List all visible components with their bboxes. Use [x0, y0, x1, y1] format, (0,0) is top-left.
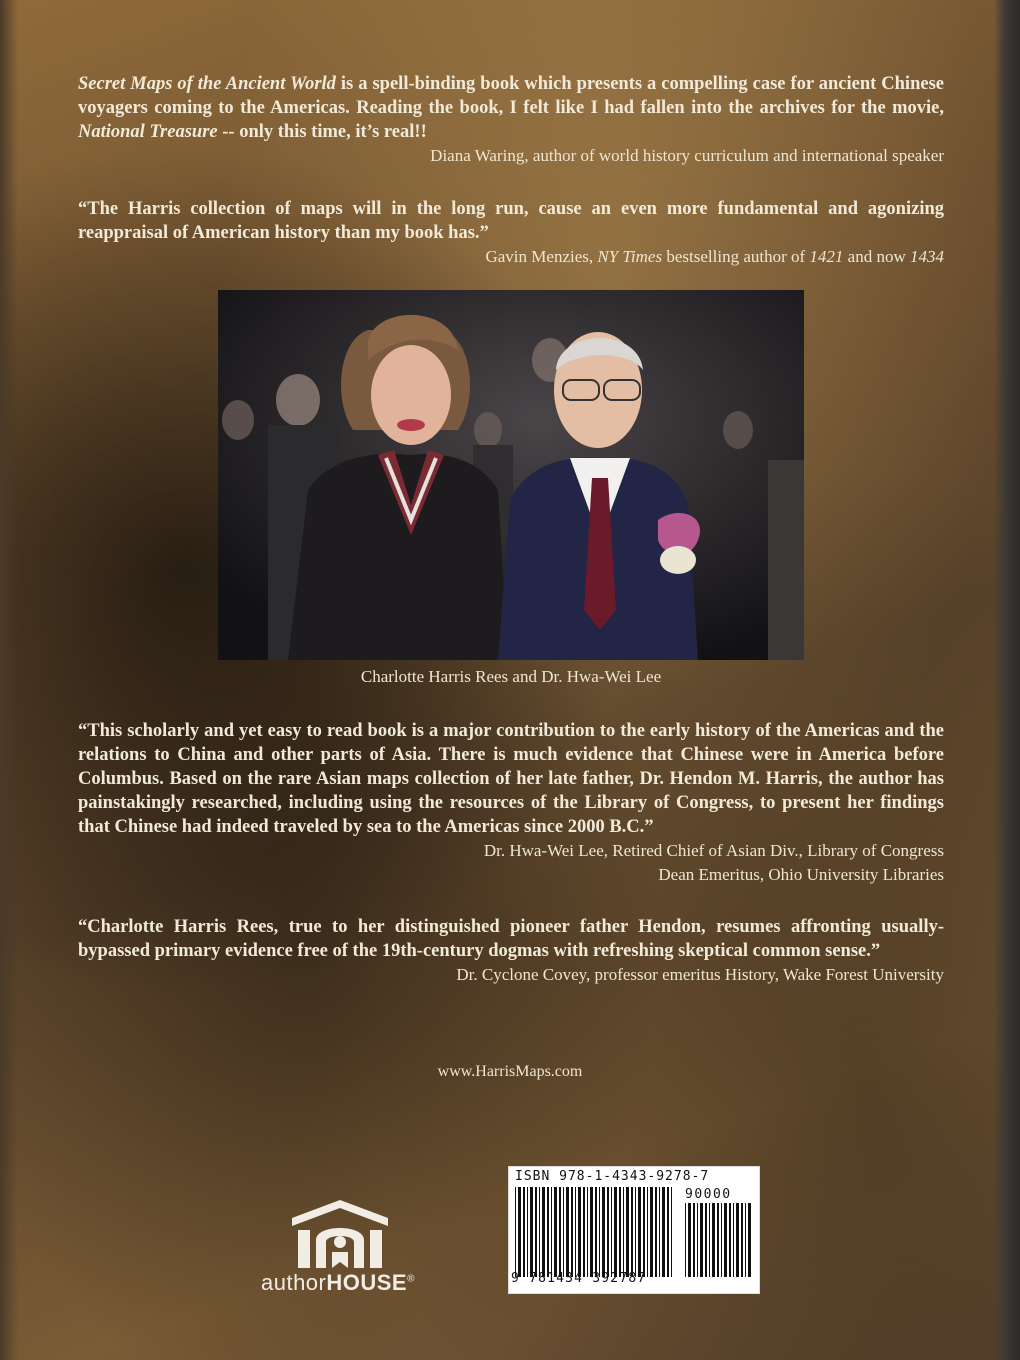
barcode-bar: [547, 1187, 549, 1277]
book-title: Secret Maps of the Ancient World: [78, 74, 336, 94]
barcode-bar: [566, 1187, 569, 1277]
barcode-bar: [542, 1187, 545, 1277]
quote-3-attribution-1: Dr. Hwa-Wei Lee, Retired Chief of Asian Div., Library of Congress: [483, 841, 944, 860]
cover-right-edge: [994, 0, 1020, 1360]
barcode-bar: [635, 1187, 636, 1277]
isbn-number: ISBN 978-1-4343-9278-7: [515, 1169, 710, 1184]
attr-paper: NY Times: [597, 247, 663, 266]
attr-and: and now: [843, 247, 910, 266]
barcode-bar: [662, 1187, 665, 1277]
photo-caption: Charlotte Harris Rees and Dr. Hwa-Wei Lee: [360, 667, 662, 686]
barcode-bar: [623, 1187, 624, 1277]
barcode-bar: [602, 1187, 605, 1277]
barcode-bar: [578, 1187, 581, 1277]
barcode-bar: [650, 1187, 653, 1277]
barcode-bar: [587, 1187, 588, 1277]
barcode-bar: [721, 1203, 722, 1277]
quote-3-text: “This scholarly and yet easy to read book is a major contribution to the early history of the Americas and the relations to China and other parts of Asia. There is much evidence that Chinese were in America before Columbus. Based on the rare Asian maps collection of her late father, Dr. Hendon M. Harris, the author has painstakingly researched, including using the resources of the Library of Congress, to present her findings that Chinese had indeed traveled by sea to the Americas since 2000 B.C.”: [78, 721, 944, 837]
barcode-bar: [733, 1203, 734, 1277]
quote-3: [78, 719, 944, 887]
barcode-bar: [631, 1187, 633, 1277]
barcode-bar: [518, 1187, 521, 1277]
barcode-bar: [712, 1203, 715, 1277]
quote-4-text: “Charlotte Harris Rees, true to her distinguished pioneer father Hendon, resumes affronting usually-bypassed primary evidence free of the 19th-century dogmas with refreshing skeptical common sense.”: [78, 917, 944, 961]
movie-title: National Treasure: [78, 122, 218, 142]
barcode-bar: [729, 1203, 731, 1277]
quote-4-attribution: Dr. Cyclone Covey, professor emeritus History, Wake Forest University: [456, 965, 944, 984]
barcode-bar: [741, 1203, 743, 1277]
barcode-bar: [583, 1187, 585, 1277]
attr-book-1421: 1421: [809, 247, 844, 266]
barcode-bar: [563, 1187, 564, 1277]
barcode-bar: [595, 1187, 597, 1277]
quote-4: [78, 915, 944, 987]
barcode-bar: [643, 1187, 645, 1277]
author-photo: [218, 290, 804, 660]
quote-2: [78, 197, 944, 269]
quote-1-text: [78, 72, 944, 144]
barcode-bar: [688, 1203, 691, 1277]
barcode-bar: [527, 1187, 528, 1277]
publisher-name-light: author: [260, 1270, 327, 1295]
barcode-bar: [614, 1187, 617, 1277]
barcode-bar: [685, 1203, 686, 1277]
barcode-bar: [535, 1187, 537, 1277]
publisher-name: [258, 1270, 418, 1296]
barcode-bar: [717, 1203, 719, 1277]
barcode-bar: [530, 1187, 533, 1277]
barcode-bar: [515, 1187, 516, 1277]
quote-3-attribution-2: Dean Emeritus, Ohio University Libraries: [658, 865, 944, 884]
barcode-bar: [575, 1187, 576, 1277]
barcode-bar: [554, 1187, 557, 1277]
barcode-bar: [667, 1187, 669, 1277]
publisher-name-bold: HOUSE: [326, 1270, 408, 1295]
barcode-bar: [655, 1187, 657, 1277]
barcode-bar: [748, 1203, 751, 1277]
attr-mid: bestselling author of: [662, 247, 810, 266]
quote-1: [78, 72, 944, 168]
barcode-bar: [736, 1203, 739, 1277]
quote-1-text-a: is a spell-binding book which presents a compelling case for ancient Chinese voyagers coming to the Americas. Reading the book, I felt like I had fallen into the archives for the movie,: [78, 74, 944, 118]
barcode-bar: [611, 1187, 612, 1277]
barcode-bar: [551, 1187, 552, 1277]
quote-2-text: “The Harris collection of maps will in the long run, cause an even more fundamental and agonizing reappraisal of American history than my book has.”: [78, 199, 944, 243]
quote-1-text-b: -- only this time, it’s real!!: [217, 122, 427, 142]
quote-1-attribution: Diana Waring, author of world history curriculum and international speaker: [430, 146, 944, 165]
barcode-bars-addon: [685, 1203, 753, 1277]
barcode-bar: [745, 1203, 746, 1277]
barcode-bar: [523, 1187, 525, 1277]
barcode-bar: [659, 1187, 660, 1277]
barcode-bar: [697, 1203, 698, 1277]
price-addon: 90000: [685, 1187, 732, 1202]
barcode-bar: [638, 1187, 641, 1277]
photo-illustration: [218, 290, 804, 660]
barcode-bar: [705, 1203, 707, 1277]
barcode-bar: [539, 1187, 540, 1277]
barcode-bar: [559, 1187, 561, 1277]
registered-mark: ®: [407, 1273, 415, 1285]
cover-left-edge: [0, 0, 18, 1360]
barcode-bar: [647, 1187, 648, 1277]
barcode-bar: [709, 1203, 710, 1277]
barcode-bar: [626, 1187, 629, 1277]
barcode-bar: [590, 1187, 593, 1277]
website-url[interactable]: www.HarrisMaps.com: [437, 1063, 583, 1080]
barcode-bar: [671, 1187, 672, 1277]
barcode-bar: [693, 1203, 695, 1277]
barcode-bar: [571, 1187, 573, 1277]
attr-author: Gavin Menzies,: [485, 247, 598, 266]
barcode-bar: [619, 1187, 621, 1277]
barcode-bar: [724, 1203, 727, 1277]
barcode-bar: [599, 1187, 600, 1277]
isbn-barcode: [508, 1166, 760, 1294]
barcode-bar: [607, 1187, 609, 1277]
attr-book-1434: 1434: [910, 247, 944, 266]
barcode-bars-main: [515, 1187, 675, 1277]
barcode-bar: [700, 1203, 703, 1277]
quote-2-attribution: [78, 245, 944, 269]
ean-number: 9 781434 392787: [511, 1271, 647, 1286]
